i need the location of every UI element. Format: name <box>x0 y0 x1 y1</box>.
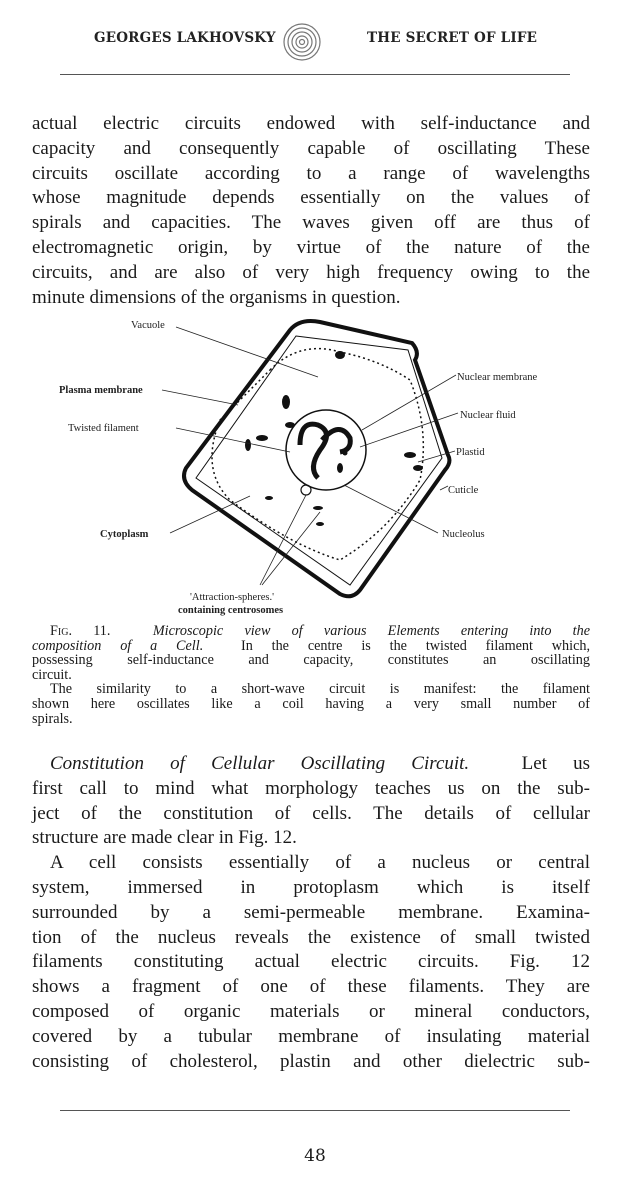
text-line: consisting of cholesterol, plastin and other dielectric sub- <box>32 1050 590 1072</box>
footer-rule <box>60 1110 570 1111</box>
label-nucleolus: Nucleolus <box>442 529 485 540</box>
text-line: system, immersed in protoplasm which is itself <box>32 876 590 898</box>
text-line: A cell consists essentially of a nucleus or central <box>50 852 590 874</box>
text-line: ject of the constitution of cells. The details of cellular <box>32 802 590 824</box>
section-heading: Constitution of Cellular Oscillating Circuit. <box>50 753 470 774</box>
label-attraction-spheres: 'Attraction-spheres.' <box>190 592 274 603</box>
text-line: surrounded by a semi-permeable membrane. Examina- <box>32 901 590 923</box>
text-line: circuits oscillate according to a range of wavelengths <box>32 162 590 184</box>
label-centrosomes: containing centrosomes <box>178 605 284 616</box>
text-line: whose magnitude depends essentially on the values of <box>32 187 590 209</box>
running-header-title: THE SECRET OF LIFE <box>367 30 538 46</box>
text-line: structure are made clear in Fig. 12. <box>32 827 297 849</box>
text-line: covered by a tubular membrane of insulating material <box>32 1025 590 1047</box>
caption-text: The similarity to a short-wave circuit is manifest: the filament <box>50 681 590 698</box>
caption-text: shown here oscillates like a coil having a very small number of <box>32 695 590 712</box>
section-body <box>32 752 590 1074</box>
spiral-logo-icon <box>282 22 322 62</box>
figure-number: Fig. 11. <box>50 623 111 639</box>
figure-caption <box>32 624 590 726</box>
label-plasma-membrane: Plasma membrane <box>59 385 143 396</box>
label-nuclear-fluid: Nuclear fluid <box>460 410 516 421</box>
text-line: first call to mind what morphology teaches us on the sub- <box>32 777 590 799</box>
label-plastid: Plastid <box>456 447 485 458</box>
caption-text: circuit. <box>32 666 72 683</box>
text-line: actual electric circuits endowed with self-inductance and <box>32 113 590 134</box>
text-line: filaments constituting actual electric circuits. Fig. 12 <box>32 951 590 973</box>
text-line: spirals and capacities. The waves given off are thus of <box>32 212 590 234</box>
label-twisted-filament: Twisted filament <box>68 423 139 434</box>
caption-text: possessing self-inductance and capacity, constitutes an oscillating <box>32 652 590 669</box>
text-line: circuits, and are also of very high frequency owing to the <box>32 261 590 283</box>
text-line: tion of the nucleus reveals the existence of small twisted <box>32 926 590 948</box>
header-rule <box>60 74 570 75</box>
paragraph-1 <box>32 112 590 310</box>
caption-text: spirals. <box>32 710 73 727</box>
text-line: Let us <box>521 753 591 774</box>
page-number: 48 <box>304 1146 326 1166</box>
text-line: electromagnetic origin, by virtue of the nature of the <box>32 236 590 258</box>
caption-text: In the centre is the twisted filament which, <box>240 637 591 654</box>
cell-diagram <box>0 300 630 620</box>
caption-text: composition of a Cell. <box>32 637 204 654</box>
text-line: capacity and consequently capable of oscillating These <box>32 137 590 159</box>
label-vacuole: Vacuole <box>131 320 165 331</box>
text-line: minute dimensions of the organisms in question. <box>32 286 401 308</box>
label-cuticle: Cuticle <box>448 485 479 496</box>
caption-text: Microscopic view of various Elements entering into the <box>152 623 590 639</box>
label-nuclear-membrane: Nuclear membrane <box>457 372 538 383</box>
text-line: shows a fragment of one of these filaments. They are <box>32 976 590 998</box>
text-line: composed of organic materials or mineral conductors, <box>32 1000 590 1022</box>
label-cytoplasm: Cytoplasm <box>100 529 149 540</box>
running-header-author: GEORGES LAKHOVSKY <box>94 30 276 46</box>
